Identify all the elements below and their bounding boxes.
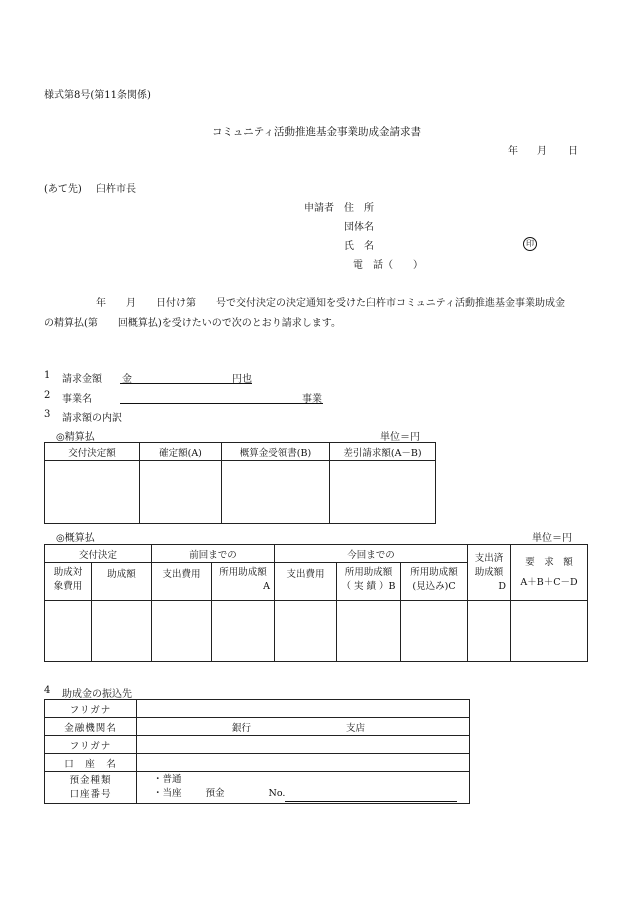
settlement-header-grant: 交付決定額 [45,443,140,461]
date-month: 月 [537,146,547,157]
estimate-sub-cur-expense: 支出費用 [275,563,337,601]
estimate-cell-cur-actual[interactable] [337,601,401,662]
bank-suffix: 銀行 [232,722,252,734]
bank-deposit-label: 預金種類 口座番号 [45,772,137,804]
name-label: 氏 名 [344,241,374,252]
body-line-2: の精算払(第 回概算払)を受けたいので次のとおり請求します。 [44,318,342,329]
estimate-cell-grant-amount[interactable] [92,601,152,662]
settlement-cell-received[interactable] [222,461,330,524]
estimate-sub-grant-amount: 助成額 [92,563,152,601]
settlement-cell-difference[interactable] [330,461,436,524]
item1-suffix: 円也 [232,374,252,385]
page-title: コミュニティ活動推進基金事業助成金請求書 [212,126,421,138]
item3-number: 3 [44,409,51,420]
date-year: 年 [508,146,518,157]
settlement-title: ◎精算払 [56,432,95,443]
bank-table [44,699,470,804]
bank-institution-field[interactable] [137,718,470,736]
item4-label: 助成金の振込先 [62,689,132,700]
bank-furigana-2-field[interactable] [137,736,470,754]
estimate-header-previous: 前回までの [152,545,275,563]
project-underline [120,403,323,404]
item2-label: 事業名 [62,394,92,405]
item4-number: 4 [44,685,51,696]
item1-prefix: 金 [122,374,132,385]
addressee-name: 臼杵市長 [96,184,136,195]
date-day: 日 [568,146,578,157]
estimate-cell-prev-required[interactable] [212,601,275,662]
deposit-word: 預金 [205,788,225,799]
deposit-option-current[interactable]: ・当座 [153,788,182,799]
addressee-prefix: (あて先) [44,184,82,195]
settlement-table [44,442,436,524]
estimate-header-request: 要 求 額 A＋B＋C－D [511,545,588,601]
estimate-header-grant: 交付決定 [45,545,152,563]
bank-furigana-2-label: フリガナ [45,736,137,754]
account-no-label: No. [268,788,286,799]
bank-account-name-label: 口 座 名 [45,754,137,772]
estimate-header-current: 今回までの [275,545,468,563]
estimate-table [44,544,588,662]
bank-furigana-1-label: フリガナ [45,700,137,718]
estimate-title: ◎概算払 [56,533,95,544]
bank-account-name-field[interactable] [137,754,470,772]
estimate-sub-prev-expense: 支出費用 [152,563,212,601]
estimate-cell-cur-expense[interactable] [275,601,337,662]
form-number: 様式第8号(第11条関係) [44,90,151,101]
bank-furigana-1-field[interactable] [137,700,470,718]
settlement-header-difference: 差引請求額(A－B) [330,443,436,461]
body-line-1: 年 月 日付け第 号で交付決定の決定通知を受けた臼杵市コミュニティ活動推進基金事業助成金 [96,298,565,309]
bank-institution-label: 金融機関名 [45,718,137,736]
group-label: 団体名 [344,222,374,233]
estimate-cell-request[interactable] [511,601,588,662]
phone-label: 電 話（ ） [353,260,423,271]
estimate-cell-paid[interactable] [468,601,511,662]
applicant-label: 申請者 [304,203,334,214]
estimate-unit: 単位＝円 [532,533,572,544]
address-label: 住 所 [344,203,374,214]
estimate-sub-target-cost: 助成対 象費用 [45,563,92,601]
amount-underline [120,383,252,384]
item2-number: 2 [44,390,51,401]
estimate-sub-cur-actual: 所用助成額 （ 実 績 ）B [337,563,401,601]
estimate-cell-prev-expense[interactable] [152,601,212,662]
account-no-underline[interactable] [285,787,457,802]
estimate-sub-cur-forecast: 所用助成額 (見込み)C [401,563,468,601]
settlement-cell-confirmed[interactable] [140,461,222,524]
deposit-option-ordinary[interactable]: ・普通 [153,774,182,785]
settlement-header-received: 概算金受領書(B) [222,443,330,461]
settlement-header-confirmed: 確定額(A) [140,443,222,461]
estimate-sub-prev-required: 所用助成額 A [212,563,275,601]
seal-mark: 印 [523,237,537,251]
item1-number: 1 [44,370,51,381]
branch-suffix: 支店 [346,722,366,734]
settlement-unit: 単位＝円 [380,432,420,443]
item3-label: 請求額の内訳 [62,413,122,424]
item1-label: 請求金額 [62,374,102,385]
estimate-cell-target-cost[interactable] [45,601,92,662]
bank-deposit-field[interactable] [137,772,470,804]
item2-suffix: 事業 [302,394,322,405]
estimate-cell-cur-forecast[interactable] [401,601,468,662]
settlement-cell-grant[interactable] [45,461,140,524]
estimate-header-paid: 支出済 助成額 D [468,545,511,601]
